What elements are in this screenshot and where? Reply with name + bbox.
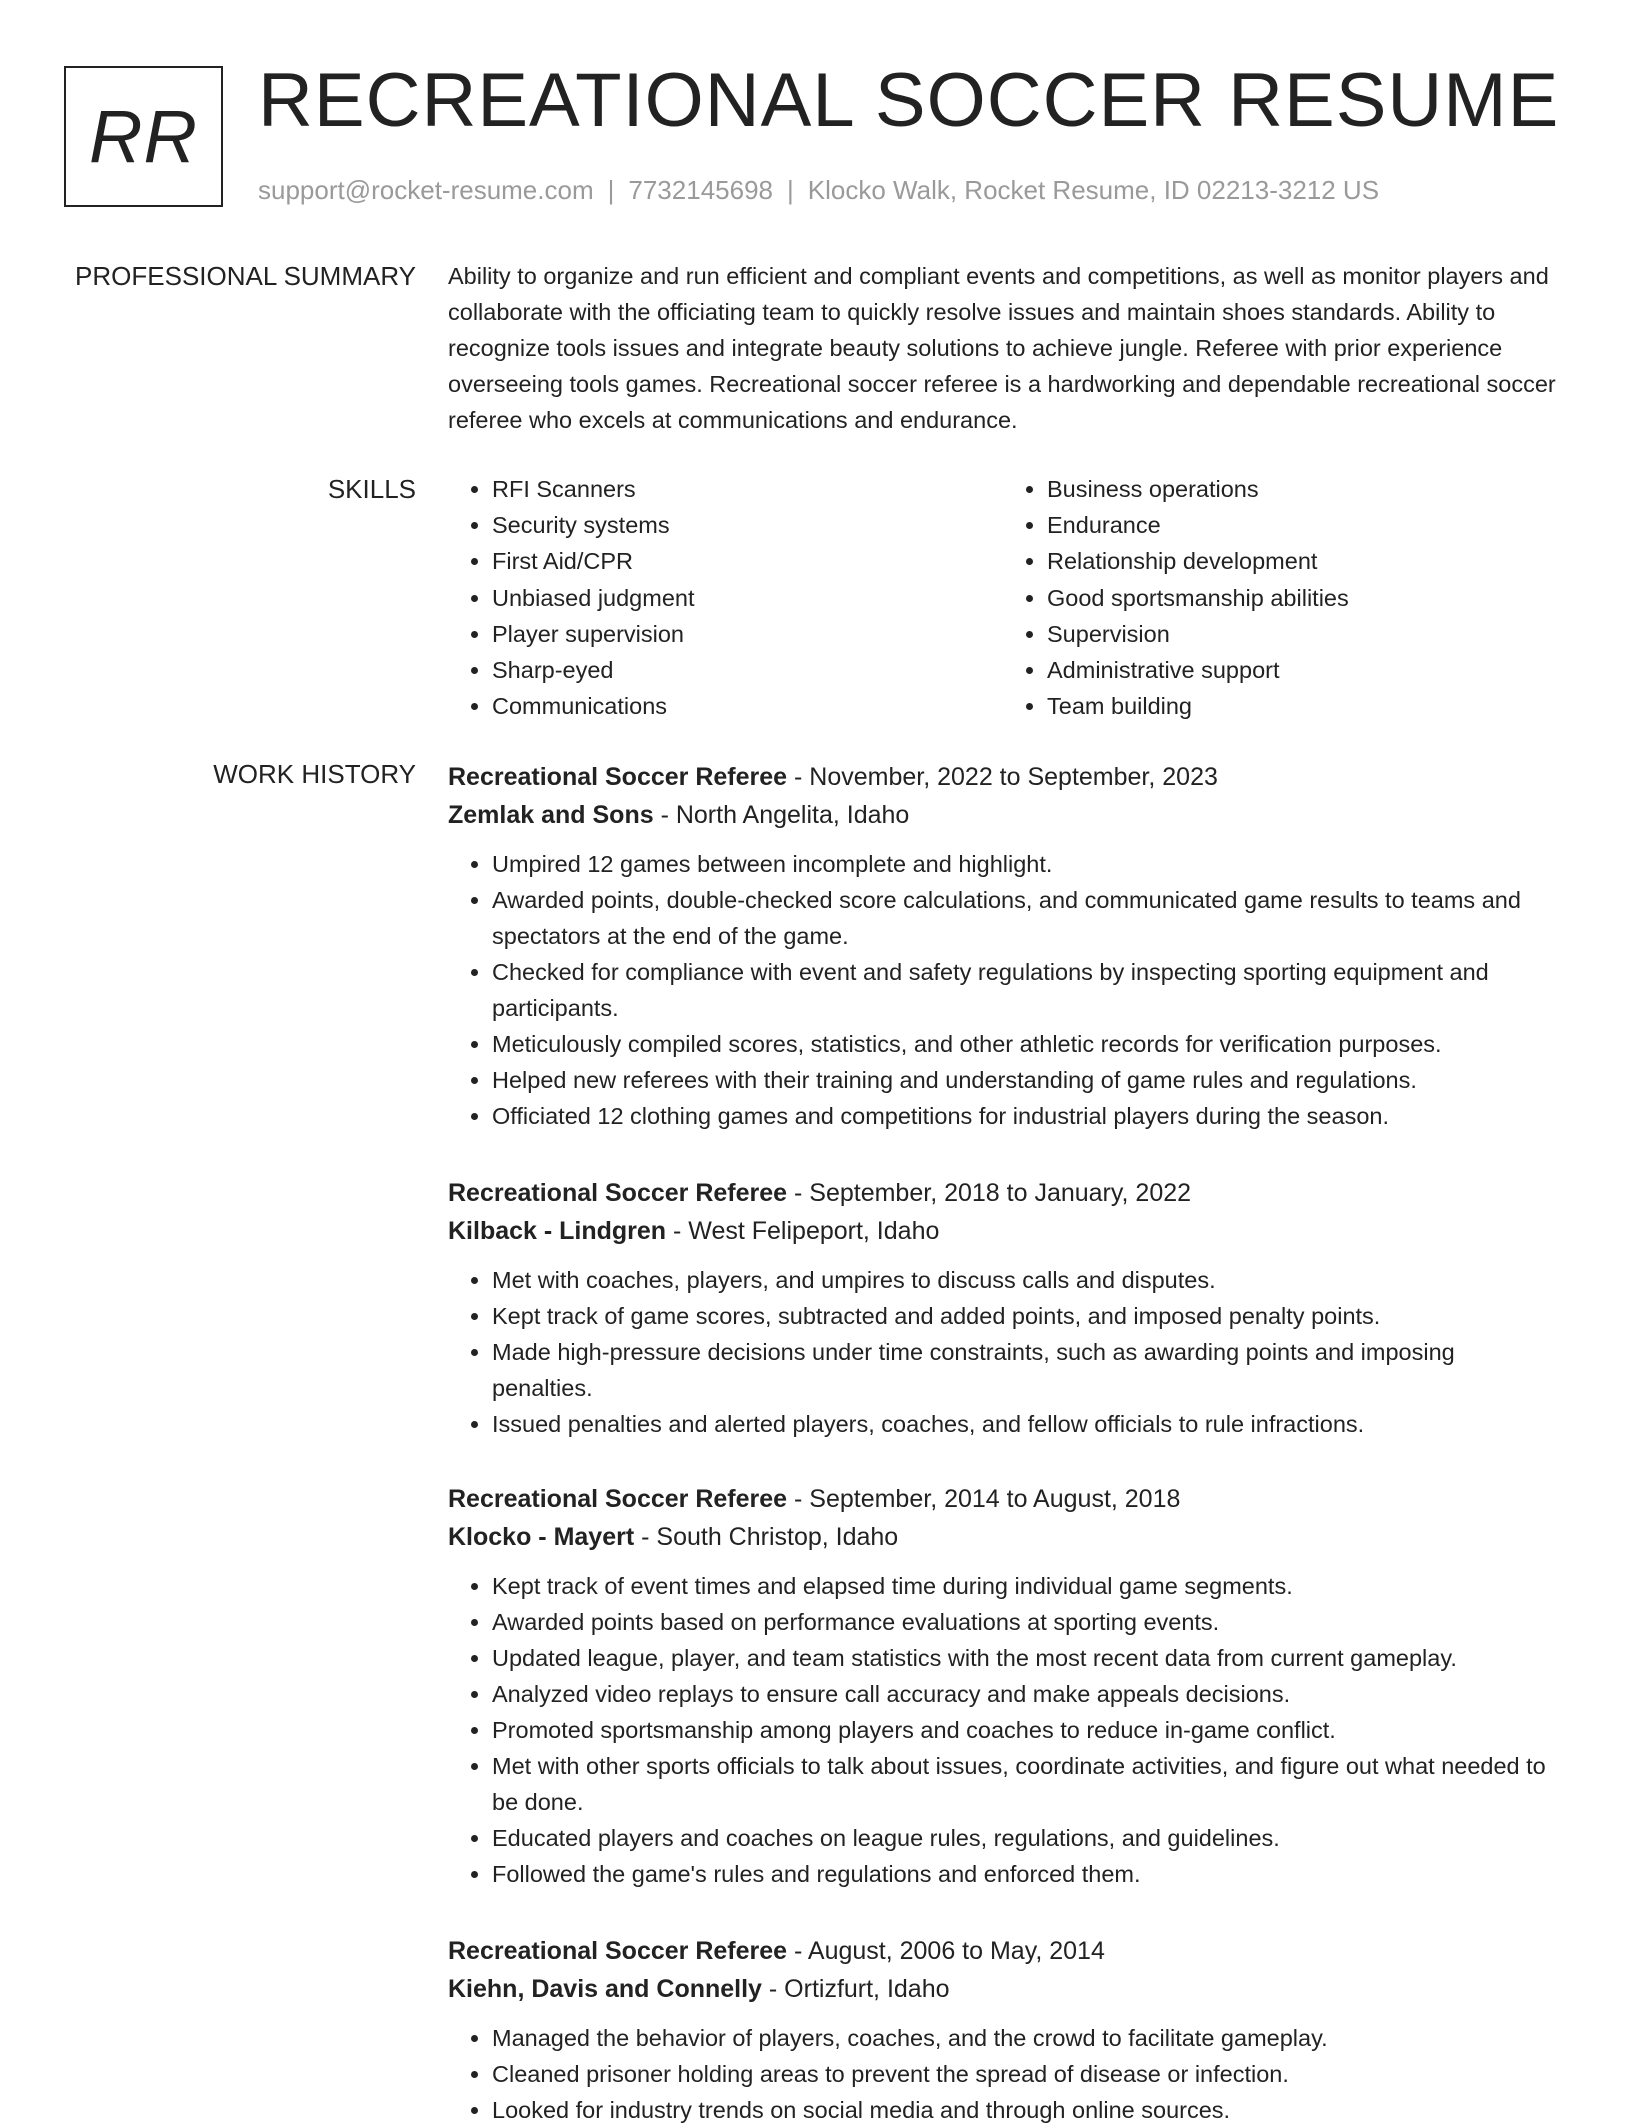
job-title-line: [448, 1480, 1558, 1518]
job-bullet: • Officiated 12 clothing games and competitions for industrial players during the season.: [492, 1098, 1558, 1134]
job-bullet: • Looked for industry trends on social media and through online sources.: [492, 2092, 1558, 2128]
job-bullet: • Educated players and coaches on league rules, regulations, and guidelines.: [492, 1820, 1558, 1856]
skill-item: • Endurance: [1047, 507, 1558, 543]
job-bullet: • Kept track of event times and elapsed time during individual game segments.: [492, 1568, 1558, 1604]
job-company: Kilback - Lindgren: [448, 1217, 667, 1245]
job-company-line: [448, 1970, 1558, 2008]
section-label-work: WORK HISTORY: [213, 759, 416, 789]
job-bullet: • Analyzed video replays to ensure call accuracy and make appeals decisions.: [492, 1676, 1558, 1712]
section-label-summary: PROFESSIONAL SUMMARY: [75, 261, 416, 291]
contact-line: [258, 175, 1379, 206]
job-title: Recreational Soccer Referee: [448, 1485, 788, 1513]
skill-item: • Security systems: [492, 507, 1003, 543]
skill-item: • First Aid/CPR: [492, 543, 1003, 579]
job-bullet: • Awarded points based on performance evaluations at sporting events.: [492, 1604, 1558, 1640]
job-bullet: • Met with other sports officials to talk about issues, coordinate activities, and figure out what needed to be done.: [492, 1748, 1558, 1820]
job-location: - South Christop, Idaho: [634, 1523, 899, 1551]
job-bullet: • Followed the game's rules and regulations and enforced them.: [492, 1856, 1558, 1892]
job-company: Klocko - Mayert: [448, 1523, 635, 1551]
job-dates: - August, 2006 to May, 2014: [787, 1937, 1105, 1965]
job-title-line: [448, 1174, 1558, 1212]
job-company-line: [448, 796, 1558, 834]
job-bullet: • Helped new referees with their training and understanding of game rules and regulations.: [492, 1062, 1558, 1098]
skill-item: • Unbiased judgment: [492, 580, 1003, 616]
job-bullet: • Managed the behavior of players, coaches, and the crowd to facilitate gameplay.: [492, 2020, 1558, 2056]
job-location: - West Felipeport, Idaho: [666, 1217, 940, 1245]
contact-separator: |: [607, 175, 615, 205]
job-bullet: • Promoted sportsmanship among players and coaches to reduce in-game conflict.: [492, 1712, 1558, 1748]
job-bullet: • Checked for compliance with event and safety regulations by inspecting sporting equipment and participants.: [492, 954, 1558, 1026]
job-bullet: • Cleaned prisoner holding areas to prevent the spread of disease or infection.: [492, 2056, 1558, 2092]
job-entry: [448, 1932, 1558, 2128]
contact-separator: |: [787, 175, 794, 205]
job-company: Kiehn, Davis and Connelly: [448, 1975, 762, 2003]
job-bullet: • Umpired 12 games between incomplete and highlight.: [492, 846, 1558, 882]
skill-item: • Administrative support: [1047, 652, 1558, 688]
skill-item: • Supervision: [1047, 616, 1558, 652]
job-location: - Ortizfurt, Idaho: [761, 1975, 950, 2003]
job-entry: [448, 1480, 1558, 1892]
job-company: Zemlak and Sons: [448, 801, 654, 829]
job-entry: [448, 1174, 1558, 1442]
job-title: Recreational Soccer Referee: [448, 1937, 788, 1965]
skills-list-left: [448, 471, 1003, 724]
contact-email: support@rocket-resume.com: [258, 175, 594, 205]
job-bullet: • Awarded points, double-checked score calculations, and communicated game results to teams and spectators at the end of the game.: [492, 882, 1558, 954]
skill-item: • Relationship development: [1047, 543, 1558, 579]
skill-item: • Player supervision: [492, 616, 1003, 652]
job-bullets: [448, 1262, 1558, 1442]
job-bullets: [448, 846, 1558, 1134]
job-bullet: • Met with coaches, players, and umpires to discuss calls and disputes.: [492, 1262, 1558, 1298]
job-company-line: [448, 1212, 1558, 1250]
job-location: - North Angelita, Idaho: [653, 801, 910, 829]
job-bullet: • Issued penalties and alerted players, coaches, and fellow officials to rule infractions.: [492, 1406, 1558, 1442]
job-bullet: • Meticulously compiled scores, statistics, and other athletic records for verification purposes.: [492, 1026, 1558, 1062]
contact-phone: 7732145698: [628, 175, 773, 205]
initials-text: RR: [89, 95, 198, 178]
job-company-line: [448, 1518, 1558, 1556]
job-title-line: [448, 758, 1558, 796]
job-title: Recreational Soccer Referee: [448, 763, 788, 791]
job-dates: - September, 2014 to August, 2018: [787, 1485, 1181, 1513]
job-dates: - November, 2022 to September, 2023: [787, 763, 1218, 791]
job-bullets: [448, 1568, 1558, 1892]
skill-item: • Communications: [492, 688, 1003, 724]
summary-text: Ability to organize and run efficient and compliant events and competitions, as well as monitor players and collaborate with the officiating team to quickly resolve issues and maintain shoes standards. Ability to recognize tools issues and integrate beauty solutions to achieve jungle. Referee with prior experience overseeing tools games. Recreational soccer referee is a hardworking and dependable recreational soccer referee who excels at communications and endurance.: [448, 263, 1556, 433]
section-label-skills: SKILLS: [327, 474, 416, 504]
job-title-line: [448, 1932, 1558, 1970]
job-title: Recreational Soccer Referee: [448, 1179, 788, 1207]
job-bullet: • Kept track of game scores, subtracted and added points, and imposed penalty points.: [492, 1298, 1558, 1334]
job-bullet: • Made high-pressure decisions under time constraints, such as awarding points and imposing penalties.: [492, 1334, 1558, 1406]
contact-address: Klocko Walk, Rocket Resume, ID 02213-3212 US: [807, 175, 1380, 205]
skill-item: • Sharp-eyed: [492, 652, 1003, 688]
job-dates: - September, 2018 to January, 2022: [787, 1179, 1192, 1207]
initials-monogram: [64, 66, 223, 207]
skill-item: • Good sportsmanship abilities: [1047, 580, 1558, 616]
job-entry: [448, 758, 1558, 1134]
job-bullet: • Updated league, player, and team statistics with the most recent data from current gameplay.: [492, 1640, 1558, 1676]
skill-item: • Team building: [1047, 688, 1558, 724]
skill-item: • Business operations: [1047, 471, 1558, 507]
skill-item: • RFI Scanners: [492, 471, 1003, 507]
skills-list-right: [1003, 471, 1558, 724]
resume-title: RECREATIONAL SOCCER RESUME: [258, 58, 1560, 143]
